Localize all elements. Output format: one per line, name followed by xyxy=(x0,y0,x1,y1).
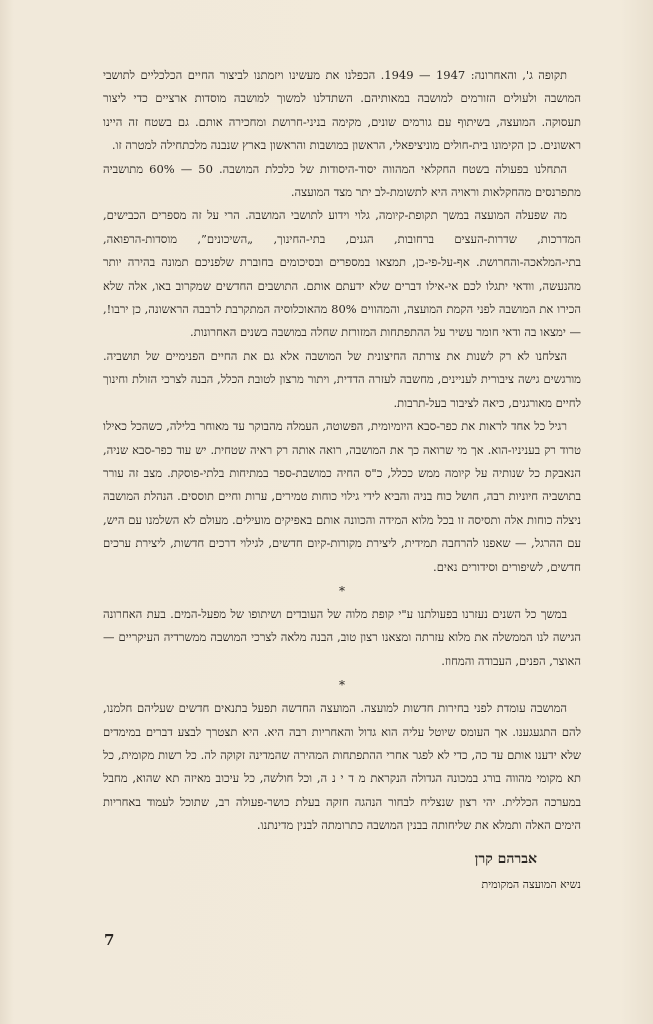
paragraph-agriculture: התחלנו בפעולה בשטח החקלאי המהווה יסוד-היסודות של כלכלת המושבה. 50 — 60% מתושביה מתפרנסים מהחקלאות וראויה היא לתשומת-לב יתר מצד המועצה. xyxy=(103,161,581,200)
paragraph-kfar-saba: רגיל כל אחד לראות את כפר-סבא היומיומית, הפשוטה, העמלה מהבוקר עד מאוחר בלילה, כשהכל כאילו טרוד רק בעניניו-הוא. אך מי שרואה כך את המושבה, רואה אותה רק ראיה שטחית. יש עוד כפר-סבא שניה, הנאבקת כל שנותיה על קיומה ממש ככלל, כ"ס החיה כמושבת-ספר במתיחות בלתי-פוסקת. מצב זה עורר בתושביה חיוניות רבה, חושל כוח בניה והביא לידי גילוי כוחות טמירים, ערות וחיים תוססים. הנהלת המושבה ניצלה כוחות אלה ותסיסה זו בכל מלוא המידה והכוונה אותם באפיקים מועילים. מעולם לא השלמנו עם היש, עם ההרגל, — שאפנו להרחבה תמידית, ליצירת מקורות-קיום חדשים, לגילוי דרכים חדשות, ליצירת ערכים חדשים, לשיפורים וסידורים נאים. xyxy=(103,419,581,574)
section-separator-2: * xyxy=(339,678,345,693)
page-number: 7 xyxy=(104,931,115,949)
paragraph-assistance: במשך כל השנים נעזרנו בפעולתנו ע"י קופת מלוה של העובדים ושיתופו של מפעל-המים. בעת האחרונה הגישה לנו הממשלה את מלוא עזרתה ומצאנו רצון טוב, הבנה מלאה לצרכי המושבה ממשרדיה העיקריים — האוצר, הפנים, העבודה והמחוז. xyxy=(103,606,581,668)
paragraph-period-three: תקופה ג', והאחרונה: 1947 — 1949. הכפלנו את מעשינו ויזמתנו לביצור החיים הכלכליים לתושבי המושבה ולעולים הזורמים למושבה במאותיהם. השתדלנו למשוך למושבה מוסדות ארציים כדי ליצור תעסוקה. המועצה, בשיתוף עם גורמים שונים, מקימה בניני-חרושת ומחכירה אותם. גם בשטח זה היינו ראשונים. כן הקימונו בית-חולים מוניציפאלי, הראשון במושבות והראשון בארץ שנבנה מלכתחילה למטרה זו. xyxy=(103,68,581,153)
section-separator: * xyxy=(339,583,345,598)
paragraph-elections: המושבה עומדת לפני בחירות חדשות למועצה. המועצה החדשה תפעל בתנאים חדשים שעליהם חלמנו, להם התגעגענו. אך העומס שיוטל עליה הוא גדול והאחריות רבה היא. היא תצטרך לבצע דברים במימדים שלא ידענו אותם עד כה, כדי לא לפגר אחרי ההתפתחות המהירה שהמדינה זקוקה לה. כל רשות מקומית, כל תא מקומי מהווה בורג במכונה הגדולה הנקראת מ ד י נ ה, וכל חולשה, כל עיכוב מאיזה תא שהוא, מחבל במערכה הכללית. יהי רצון שנצליח לבחור הנהגה חזקה בעלת כושר-פעולה רב, שתוכל לעמוד באחריות הימים האלה ותמלא את שליחותה בבנין המושבה כתרומתה לבנין מדינתנו. xyxy=(103,701,581,833)
signature-name: אברהם קרן xyxy=(474,850,537,867)
paragraph-achievements: מה שפעלה המועצה במשך תקופת-קיומה, גלוי וידוע לתושבי המושבה. הרי על זה מספרים הכבישים, המדרכות, שדרות-העצים ברחובות, הגנים, בתי-החינוך, „השיכונים”, מוסדות-הרפואה, בתי-המלאכה-והחרושת. אף-על-פי-כן, תמצאו במספרים ובסיכומים בחוברת שלפניכם תמונה בהירה יותר מהנעשה, וודאי יתגלו לכם אי-אילו דברים שלא ידעתם אותם. התושבים החדשים שמקרוב באו, אלה שלא הכירו את המושבה לפני הקמת המועצה, והמהווים 80% מהאוכלוסיה המתקרבת לרבבה הראשונה, כן ירבו!, — ימצאו בה ודאי חומר עשיר על ההתפתחות המזורזת שחלה במושבה בשנים האחרונות. xyxy=(103,208,581,340)
body-text xyxy=(103,64,581,896)
paragraph-inner-life: הצלחנו לא רק לשנות את צורתה החיצונית של המושבה אלא גם את החיים הפנימיים של תושביה. מורגשים גישה ציבורית לעניינים, מחשבה לעזרה הדדית, ויתור מרצון לטובת הכלל, הבנה לצרכי הזולת וחינוך לחיים מאורגנים, כיאה לציבור בעל-תרבות. xyxy=(103,348,581,410)
signature-title: נשיא המועצה המקומית xyxy=(481,878,581,891)
